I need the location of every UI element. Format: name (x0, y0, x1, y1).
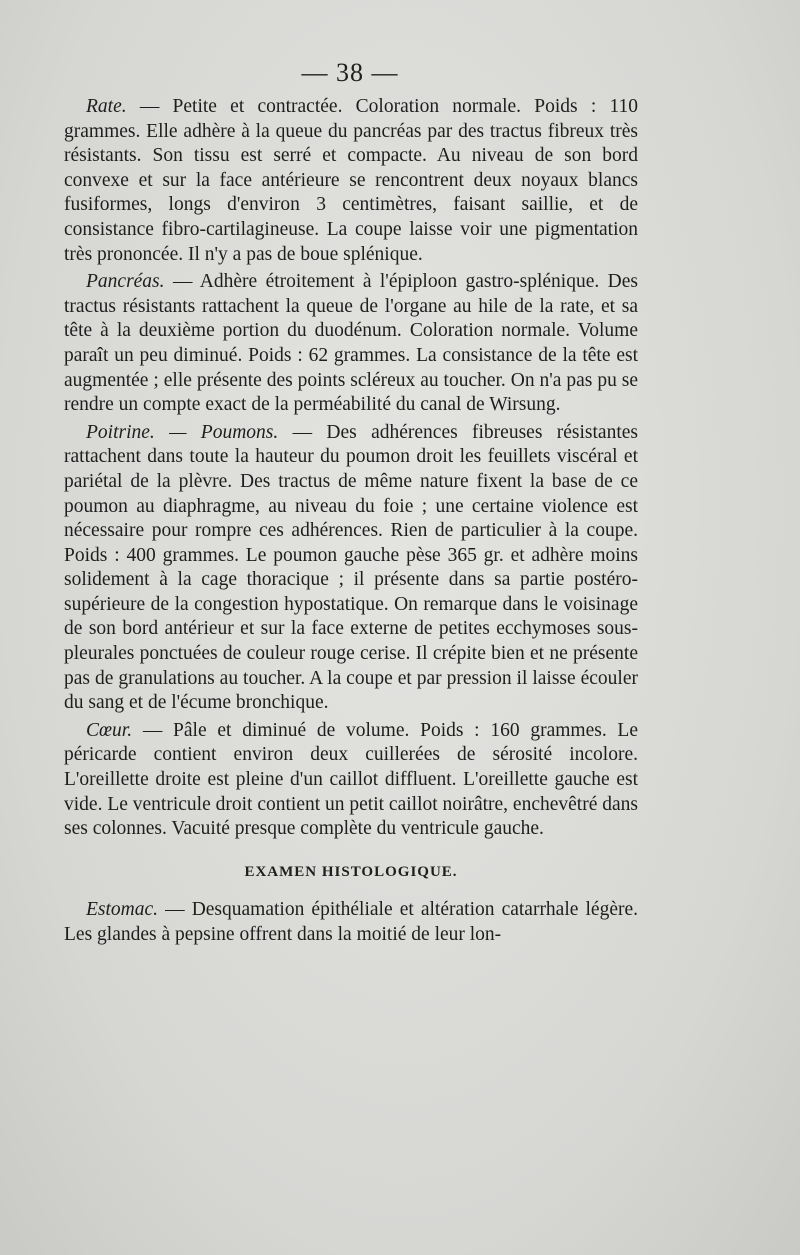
paragraph-label: Rate. (86, 96, 127, 117)
paragraph-label: Poitrine. — Poumons. (86, 421, 279, 443)
page-body (64, 95, 638, 948)
paragraph-coeur (64, 719, 638, 842)
page-number: — 38 — (301, 58, 399, 87)
paragraph-pancreas (64, 270, 638, 418)
section-heading: EXAMEN HISTOLOGIQUE. (244, 863, 458, 880)
paragraph-text: — Desquamation épithéliale et altération catarrhale légère. Les glandes à pepsine offrent dans la moitié de leur lon- (64, 899, 638, 945)
paragraph-label: Estomac. (86, 899, 159, 921)
paragraph-label: Cœur. (86, 719, 133, 741)
paragraph-estomac (64, 898, 638, 947)
paragraph-text: — Petite et contractée. Coloration normale. Poids : 110 grammes. Elle adhère à la queue du pancréas par des tractus fibreux très résistants. Son tissu est serré et compacte. Au niveau de son bord convexe et sur la face antérieure se rencontrent deux noyaux blancs fusiformes, longs d'environ 3 centimètres, faisant saillie, et de consistance fibro-cartilagineuse. La coupe laisse voir une pigmentation très prononcée. Il n'y a pas de boue splénique. (64, 96, 638, 265)
paragraph-text: — Adhère étroitement à l'épiploon gastro-splénique. Des tractus résistants rattachent la queue de l'organe au hile de la rate, et sa tête à la deuxième portion du duodénum. Coloration normale. Volume paraît un peu diminué. Poids : 62 grammes. La consistance de la tête est augmentée ; elle présente des points scléreux au toucher. On n'a pas pu se rendre un compte exact de la perméabilité du canal de Wirsung. (64, 271, 638, 416)
paragraph-poitrine (64, 421, 638, 716)
paragraph-rate (64, 95, 638, 267)
paragraph-text: — Des adhérences fibreuses résistantes rattachent dans toute la hauteur du poumon droit les feuillets viscéral et pariétal de la plèvre. Des tractus de même nature fixent la base de ce poumon au diaphragme, au niveau du foie ; une certaine violence est nécessaire pour rompre ces adhérences. Rien de particulier à la coupe. Poids : 400 grammes. Le poumon gauche pèse 365 gr. et adhère moins solidement à la cage thoracique ; il présente dans sa partie postéro-supérieure de la congestion hypostatique. On remarque dans le voisinage de son bord antérieur et sur la face externe de petites ecchymoses sous-pleurales ponctuées de couleur rouge cerise. Il crépite bien et ne présente pas de granulations au toucher. A la coupe et par pression il laisse écouler du sang et de l'écume bronchique. (64, 421, 638, 714)
paragraph-label: Pancréas. (86, 271, 165, 293)
paragraph-text: — Pâle et diminué de volume. Poids : 160 grammes. Le péricarde contient environ deux cuillerées de sérosité incolore. L'oreillette droite est pleine d'un caillot diffluent. L'oreillette gauche est vide. Le ventricule droit contient un petit caillot noirâtre, enchevêtré dans ses colonnes. Vacuité presque complète du ventricule gauche. (64, 719, 638, 840)
